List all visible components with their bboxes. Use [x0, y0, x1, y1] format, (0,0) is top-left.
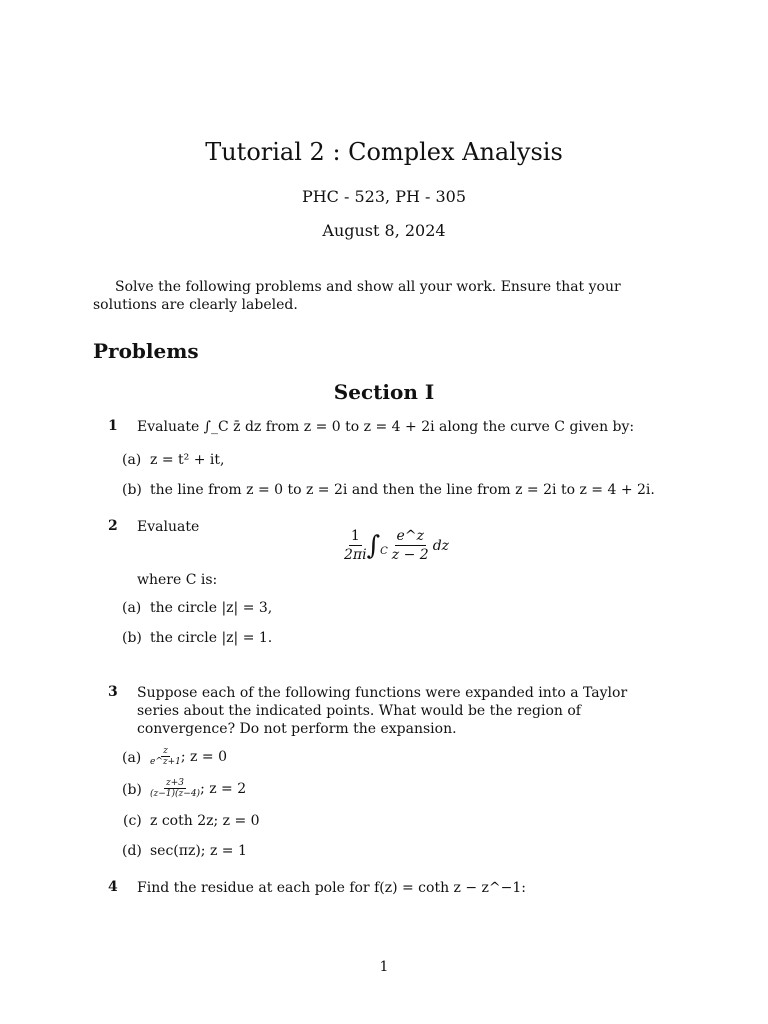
- part-label: (b): [122, 482, 142, 498]
- fraction: $\frac{1}{2\pi i}$: [344, 528, 367, 563]
- page-number: 1: [379, 959, 389, 975]
- course-codes: PHC - 523, PH - 305: [301, 187, 467, 206]
- problem-2-lead: Evaluate: [137, 519, 200, 535]
- problem-number: 1: [108, 418, 118, 434]
- problem-number: 2: [108, 518, 118, 534]
- part-expression: $\frac{z}{e\^{}z+1}$ ; z = 0: [150, 746, 227, 767]
- contour-subscript: C: [380, 546, 388, 557]
- display-equation: $\frac{1}{2\pi i}$ ∫ C $\frac{e\^{}z}{z - 2}$ dz: [344, 528, 450, 563]
- problem-4-lead: Find the residue at each pole for f(z) = coth z − z^−1:: [137, 880, 527, 896]
- part-label: (c): [123, 813, 142, 829]
- part-text: the circle |z| = 1.: [150, 630, 273, 646]
- problem-number: 4: [108, 879, 118, 895]
- part-text: the line from z = 0 to z = 2i and then the line from z = 2i to z = 4 + 2i.: [150, 482, 655, 498]
- part-expression: $\frac{z+3}{(z-1)(z-4)}$ ; z = 2: [150, 778, 247, 799]
- problem-number: 3: [108, 684, 118, 700]
- part-text: the circle |z| = 3,: [150, 600, 273, 616]
- part-label: (d): [122, 843, 142, 859]
- part-label: (b): [122, 782, 142, 798]
- problem-1-lead: Evaluate ∫_C z̄ dz from z = 0 to z = 4 + 2i along the curve C given by:: [137, 419, 635, 435]
- part-text: z coth 2z; z = 0: [150, 813, 260, 829]
- fraction: $\frac{z}{e\^{}z+1}$: [150, 746, 181, 767]
- fraction: $\frac{z+3}{(z-1)(z-4)}$: [150, 778, 201, 799]
- integral-sign: ∫: [366, 530, 381, 561]
- part-text: sec(πz); z = 1: [150, 843, 247, 859]
- subsection-heading: Section I: [333, 380, 435, 404]
- problem-2-after: where C is:: [137, 572, 218, 588]
- section-heading: Problems: [93, 339, 199, 363]
- part-label: (b): [122, 630, 142, 646]
- part-label: (a): [122, 452, 142, 468]
- fraction: $\frac{e\^{}z}{z - 2}$: [391, 528, 429, 563]
- intro-paragraph: Solve the following problems and show all your work. Ensure that your solutions are clearly labeled.: [93, 279, 621, 313]
- document-title: Tutorial 2 : Complex Analysis: [205, 138, 563, 166]
- part-text: z = t² + it,: [150, 452, 225, 468]
- part-label: (a): [122, 750, 142, 766]
- part-label: (a): [122, 600, 142, 616]
- problem-3-lead: Suppose each of the following functions were expanded into a Taylor series about the indicated points. What would be the region of convergence? Do not perform the expansion.: [137, 685, 628, 737]
- document-date: August 8, 2024: [322, 221, 446, 240]
